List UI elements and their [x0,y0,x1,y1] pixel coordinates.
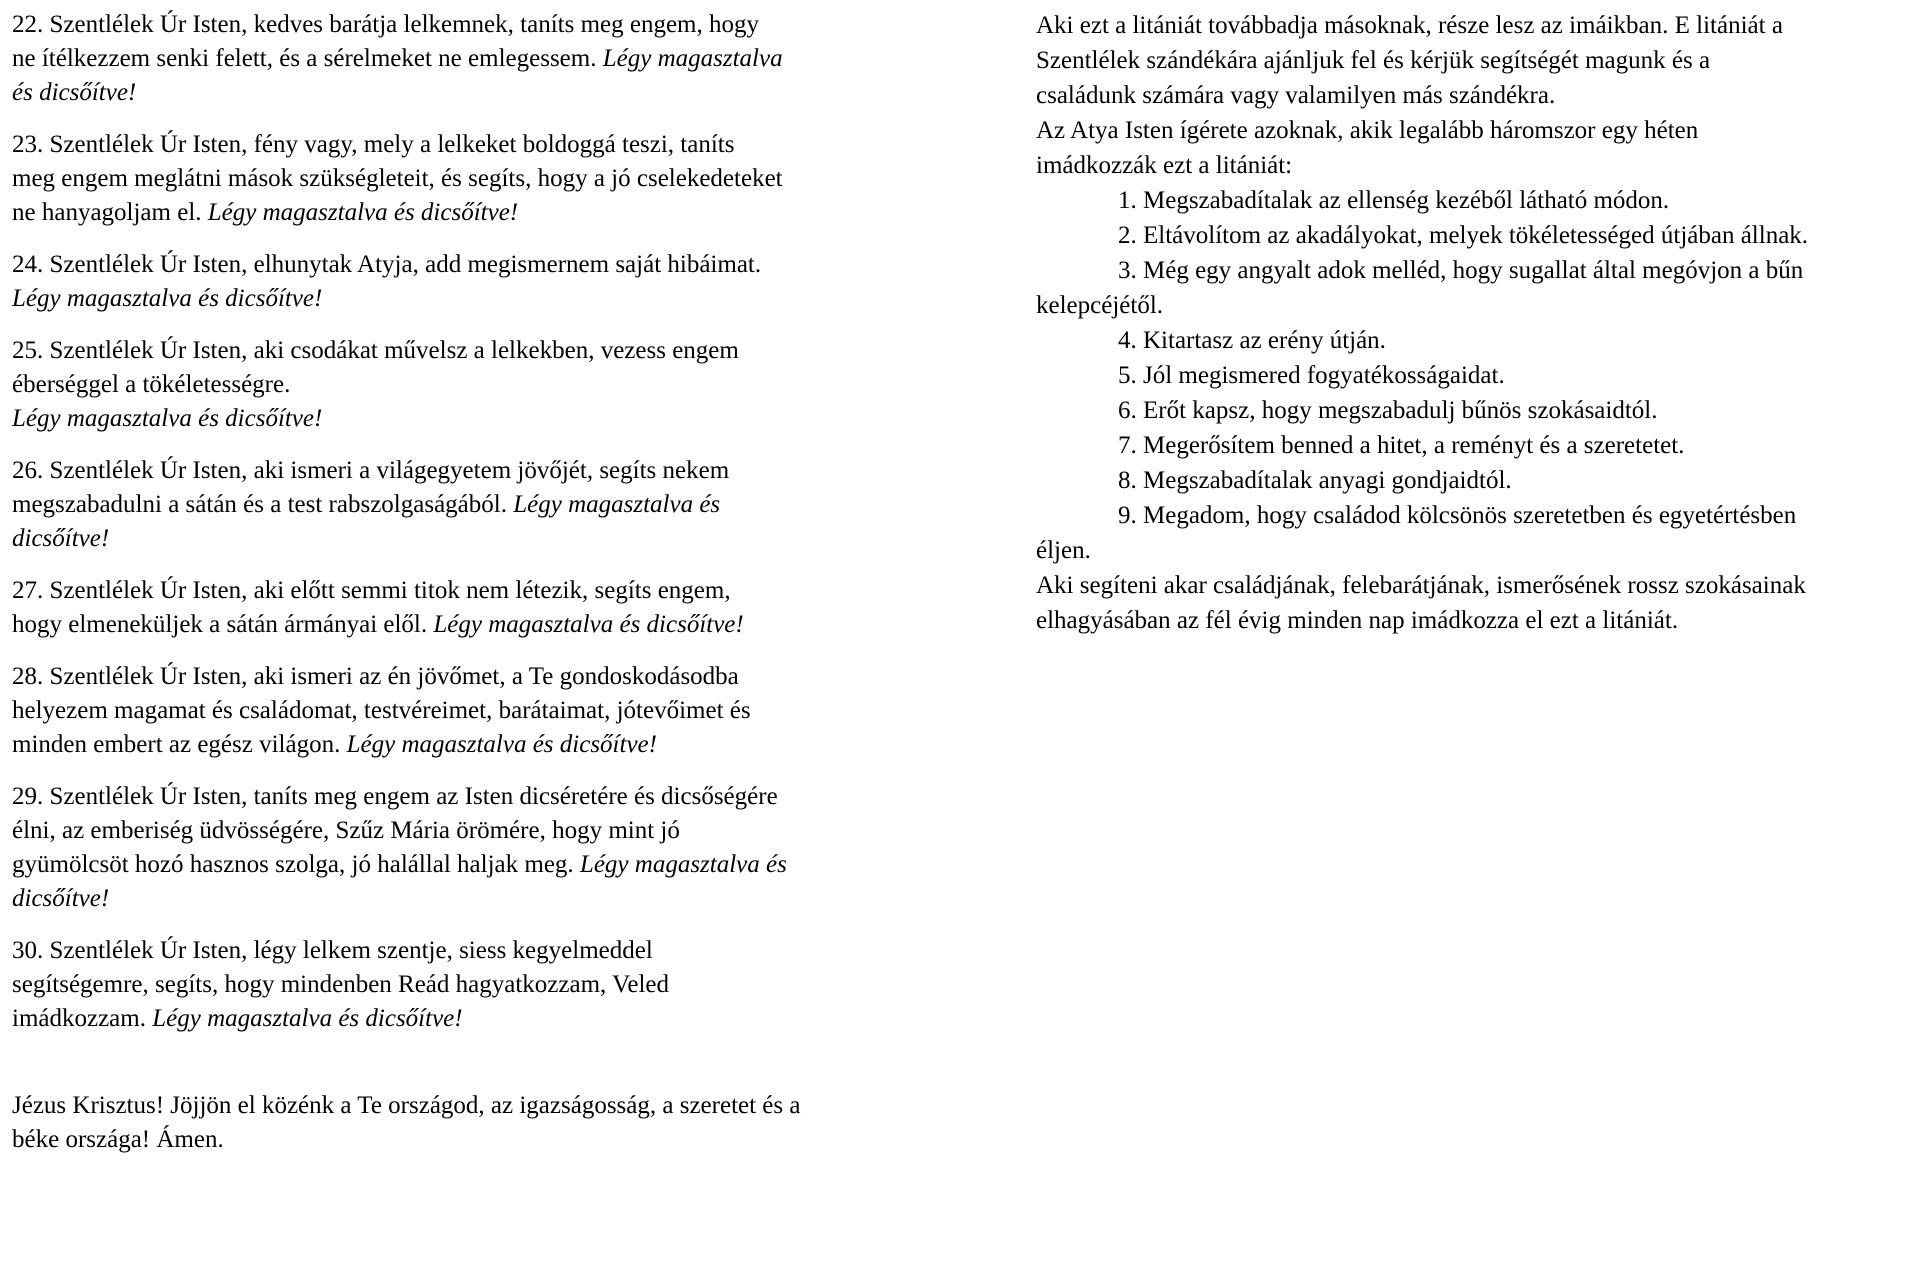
text-run: Légy magasztalva és [579,851,787,878]
text-line [12,968,1012,1002]
text-line [12,402,1012,436]
text-run: segítségemre, segíts, hogy mindenben Reád hagyatkozzam, Veled [12,971,669,998]
text-line [12,728,1012,762]
text-run: éberséggel a tökéletességre. [12,371,291,398]
text-run: Légy magasztalva és dicsőítve! [12,285,323,312]
text-line [1036,218,1914,253]
text-line [12,454,1012,488]
text-line [12,694,1012,728]
text-line [12,608,1012,642]
text-line [12,574,1012,608]
text-run: családunk számára vagy valamilyen más szándékra. [1036,82,1556,109]
paragraph [12,248,1012,316]
text-line [1036,8,1914,43]
text-run: 22. Szentlélek Úr Isten, kedves barátja lelkemnek, taníts meg engem, hogy [12,11,759,38]
text-run: és dicsőítve! [12,79,137,106]
text-line [1036,428,1914,463]
text-line [12,1002,1012,1036]
text-line [12,128,1012,162]
text-line [1036,498,1914,533]
text-run: gyümölcsöt hozó hasznos szolga, jó halállal haljak meg. [12,851,580,878]
text-run: 28. Szentlélek Úr Isten, aki ismeri az én jövőmet, a Te gondoskodásodba [12,663,739,690]
text-run: ne ítélkezzem senki felett, és a sérelmeket ne emlegessem. [12,45,603,72]
text-line [12,282,1012,316]
text-line [12,8,1012,42]
text-run: 27. Szentlélek Úr Isten, aki előtt semmi titok nem létezik, segíts engem, [12,577,731,604]
text-run: Aki segíteni akar családjának, felebarátjának, ismerősének rossz szokásainak [1036,572,1806,599]
text-run: élni, az emberiség üdvösségére, Szűz Mária örömére, hogy mint jó [12,817,680,844]
right-column [1036,8,1914,638]
text-line [1036,43,1914,78]
text-line [1036,358,1914,393]
text-run: 30. Szentlélek Úr Isten, légy lelkem szentje, siess kegyelmeddel [12,937,653,964]
text-line [12,934,1012,968]
text-run: Légy magasztalva és dicsőítve! [433,611,744,638]
text-run: Az Atya Isten ígérete azoknak, akik legalább háromszor egy héten [1036,117,1699,144]
text-line [1036,113,1914,148]
text-run: megszabadulni a sátán és a test rabszolgaságából. [12,491,514,518]
text-line [12,162,1012,196]
text-run: Szentlélek szándékára ajánljuk fel és kérjük segítségét magunk és a [1036,47,1711,74]
text-run: 5. Jól megismered fogyatékosságaidat. [1118,362,1505,389]
text-run: imádkozzák ezt a litániát: [1036,152,1293,179]
text-line [12,248,1012,282]
text-run: Jézus Krisztus! Jöjjön el közénk a Te országod, az igazságosság, a szeretet és a [12,1092,801,1119]
text-run: 24. Szentlélek Úr Isten, elhunytak Atyja, add megismernem saját hibáimat. [12,251,762,278]
left-column [12,8,1012,1175]
text-line [1036,568,1914,603]
text-run: 9. Megadom, hogy családod kölcsönös szeretetben és egyetértésben [1118,502,1797,529]
text-line [12,1089,1012,1123]
text-run: béke országa! Ámen. [12,1126,224,1153]
text-run: helyezem magamat és családomat, testvéreimet, barátaimat, jótevőimet és [12,697,751,724]
text-line [1036,533,1914,568]
text-line [1036,603,1914,638]
text-run: elhagyásában az fél évig minden nap imádkozza el ezt a litániát. [1036,607,1679,634]
text-line [12,660,1012,694]
text-line [1036,183,1914,218]
paragraph [1036,568,1914,638]
text-run: Légy magasztalva és dicsőítve! [12,405,323,432]
paragraph [12,454,1012,556]
text-line [1036,253,1914,288]
text-run: Aki ezt a litániát továbbadja másoknak, része lesz az imáikban. E litániát a [1036,12,1783,39]
text-run: 25. Szentlélek Úr Isten, aki csodákat művelsz a lelkekben, vezess engem [12,337,739,364]
paragraph [1036,113,1914,183]
text-line [12,488,1012,522]
text-run: 2. Eltávolítom az akadályokat, melyek tökéletességed útjában állnak. [1118,222,1809,249]
text-run: meg engem meglátni mások szükségleteit, és segíts, hogy a jó cselekedeteket [12,165,783,192]
text-run: dicsőítve! [12,525,110,552]
text-line [12,882,1012,916]
text-run: ne hanyagoljam el. [12,199,208,226]
text-run: minden embert az egész világon. [12,731,347,758]
text-line [12,334,1012,368]
paragraph [12,334,1012,436]
text-run: 4. Kitartasz az erény útján. [1118,327,1386,354]
text-run: 26. Szentlélek Úr Isten, aki ismeri a világegyetem jövőjét, segíts nekem [12,457,730,484]
text-run: 6. Erőt kapsz, hogy megszabadulj bűnös szokásaidtól. [1118,397,1658,424]
text-line [1036,323,1914,358]
text-run: 29. Szentlélek Úr Isten, taníts meg engem az Isten dicséretére és dicsőségére [12,783,778,810]
text-line [12,368,1012,402]
text-run: Légy magasztalva és dicsőítve! [207,199,519,226]
text-run: 23. Szentlélek Úr Isten, fény vagy, mely a lelkeket boldoggá teszi, taníts [12,131,735,158]
text-line [1036,463,1914,498]
paragraph [12,8,1012,110]
text-line [12,42,1012,76]
text-run: éljen. [1036,537,1091,564]
text-line [1036,393,1914,428]
paragraph [12,574,1012,642]
text-run: Légy magasztalva és dicsőítve! [346,731,657,758]
text-line [12,1123,1012,1157]
text-line [1036,78,1914,113]
paragraph [12,128,1012,230]
text-run: Légy magasztalva [602,45,783,72]
text-run: 1. Megszabadítalak az ellenség kezéből látható módon. [1118,187,1670,214]
text-run: imádkozzam. [12,1005,153,1032]
paragraph [12,780,1012,916]
text-line [12,814,1012,848]
paragraph [1036,8,1914,113]
text-run: 8. Megszabadítalak anyagi gondjaidtól. [1118,467,1512,494]
paragraph [12,934,1012,1036]
text-run: Légy magasztalva és [513,491,721,518]
text-run: hogy elmeneküljek a sátán ármányai elől. [12,611,434,638]
text-line [12,522,1012,556]
text-line [12,848,1012,882]
text-line [12,76,1012,110]
paragraph [1036,183,1914,568]
text-run: 7. Megerősítem benned a hitet, a reményt és a szeretetet. [1118,432,1685,459]
text-line [1036,148,1914,183]
text-line [12,780,1012,814]
text-run: dicsőítve! [12,885,110,912]
paragraph [12,1089,1012,1157]
text-line [12,196,1012,230]
text-run: 3. Még egy angyalt adok melléd, hogy sugallat által megóvjon a bűn [1118,257,1804,284]
text-run: kelepcéjétől. [1036,292,1164,319]
text-line [1036,288,1914,323]
text-run: Légy magasztalva és dicsőítve! [152,1005,463,1032]
paragraph [12,660,1012,762]
